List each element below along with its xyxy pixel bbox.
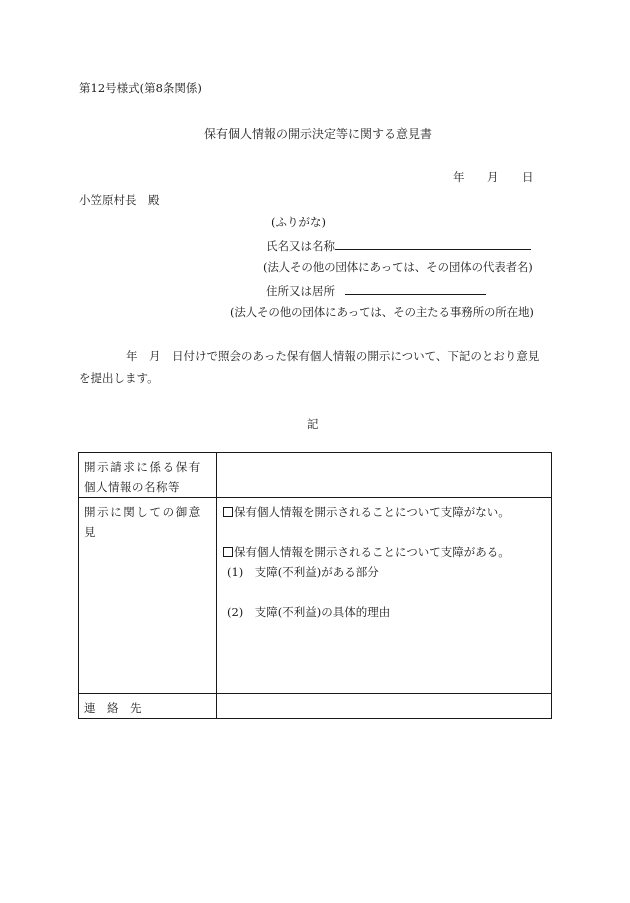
checkbox-icon[interactable] <box>223 547 233 557</box>
sub-item-1: (1) 支障(不利益)がある部分 <box>227 565 379 579</box>
value-cell-opinion <box>217 498 552 694</box>
name-note: (法人その他の団体にあっては、その団体の代表者名) <box>263 260 533 274</box>
date-year: 年 <box>453 170 465 184</box>
date-day: 日 <box>522 170 534 184</box>
option-text: 保有個人情報を開示されることについて支障がある。 <box>234 545 510 559</box>
checkbox-icon[interactable] <box>223 507 233 517</box>
address-row <box>266 283 486 298</box>
label-cell-info-name <box>79 453 217 498</box>
label-cell-opinion <box>79 498 217 694</box>
addressee: 小笠原村長 殿 <box>79 193 160 207</box>
ki-heading: 記 <box>307 417 319 431</box>
address-note: (法人その他の団体にあっては、その主たる事務所の所在地) <box>230 305 534 319</box>
body-line-1: 年 月 日付けで照会のあった保有個人情報の開示について、下記のとおり意見 <box>126 349 540 363</box>
label-text: 見 <box>84 525 96 539</box>
body-line-2: を提出します。 <box>79 371 159 385</box>
label-cell-contact <box>79 694 217 719</box>
table-row <box>79 453 552 498</box>
name-field-line[interactable] <box>335 238 531 250</box>
sub-item-2: (2) 支障(不利益)の具体的理由 <box>227 605 391 619</box>
date-month: 月 <box>487 170 499 184</box>
page-title: 保有個人情報の開示決定等に関する意見書 <box>204 127 433 141</box>
label-text: 個人情報の名称等 <box>84 480 180 494</box>
address-field-line[interactable] <box>345 283 486 295</box>
table-row <box>79 498 552 694</box>
label-text: 開示に関しての御意 <box>84 505 202 519</box>
name-row <box>266 238 531 253</box>
form-number: 第12号様式(第8条関係) <box>79 81 202 95</box>
value-cell-info-name[interactable] <box>217 453 552 498</box>
label-text: 連 絡 先 <box>84 701 142 715</box>
address-label: 住所又は居所 <box>266 284 335 298</box>
table-row <box>79 694 552 719</box>
value-cell-contact[interactable] <box>217 694 552 719</box>
opinion-table <box>78 452 552 719</box>
option-text: 保有個人情報を開示されることについて支障がない。 <box>234 505 510 519</box>
option-objection[interactable] <box>223 542 545 562</box>
option-no-objection[interactable] <box>223 502 545 522</box>
name-label: 氏名又は名称 <box>266 239 335 253</box>
label-text: 開示請求に係る保有 <box>84 460 202 474</box>
furigana-label: (ふりがな) <box>271 215 326 229</box>
